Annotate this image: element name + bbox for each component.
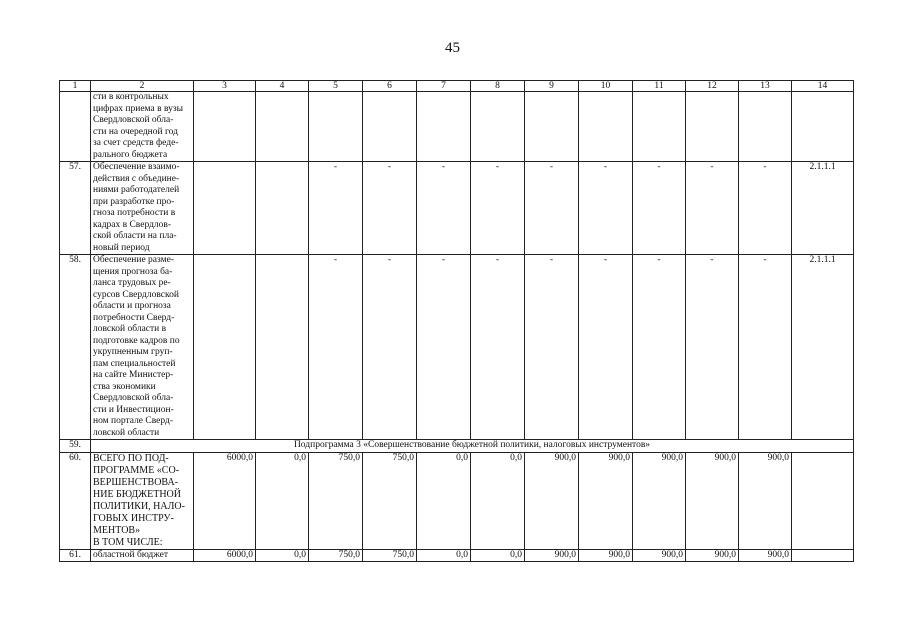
- name-line: ниями работодателей: [93, 185, 180, 195]
- subprogram-title: Подпрограмма 3 «Совершенствование бюджетной политики, налоговых инструментов»: [91, 440, 854, 453]
- value-cell: 900,0: [633, 452, 686, 549]
- name-line: ном портале Сверд-: [93, 416, 174, 426]
- value-cell: [194, 162, 256, 255]
- column-header: 3: [194, 81, 256, 92]
- value-cell: 900,0: [525, 452, 579, 549]
- column-header: 12: [686, 81, 739, 92]
- value-cell: [579, 92, 633, 162]
- dash-cell: -: [739, 162, 792, 255]
- dash-cell: -: [525, 162, 579, 255]
- name-line: ВСЕГО ПО ПОД-: [93, 452, 169, 464]
- row-name-cell: [91, 549, 194, 562]
- row-number-cell: [60, 92, 91, 162]
- target-code-cell: 2.1.1.1: [792, 162, 854, 255]
- value-cell: 0,0: [471, 549, 525, 562]
- dash-cell: -: [686, 255, 739, 440]
- column-header: 10: [579, 81, 633, 92]
- row-number-cell: 58.: [60, 255, 91, 440]
- name-line: ПРОГРАММЕ «СО-: [93, 464, 180, 476]
- name-line: кадрах в Свердлов-: [93, 219, 172, 230]
- name-line: действия с объедине-: [93, 173, 180, 184]
- value-cell: 750,0: [309, 452, 363, 549]
- value-cell: 750,0: [309, 549, 363, 562]
- name-line: сти на очередной год: [93, 126, 178, 137]
- value-cell: [471, 92, 525, 162]
- value-cell: [792, 92, 854, 162]
- name-line: новый период: [93, 242, 150, 253]
- row-name-cell: [91, 162, 194, 255]
- name-line: НИЕ БЮДЖЕТНОЙ: [93, 488, 181, 500]
- name-line: гноза потребности в: [93, 208, 176, 218]
- value-cell: 900,0: [579, 549, 633, 562]
- dash-cell: -: [633, 255, 686, 440]
- column-header: 11: [633, 81, 686, 92]
- dash-cell: -: [579, 162, 633, 255]
- dash-cell: -: [363, 162, 417, 255]
- row-number-cell: 57.: [60, 162, 91, 255]
- row-number-cell: 60.: [60, 452, 91, 549]
- name-line: цифрах приема в вузы: [93, 103, 183, 114]
- value-cell: [633, 92, 686, 162]
- value-cell: 900,0: [739, 549, 792, 562]
- value-cell: [363, 92, 417, 162]
- name-line: ловской области в: [93, 324, 167, 334]
- name-line: МЕНТОВ»: [93, 524, 141, 536]
- name-line: Свердловской обла-: [93, 115, 174, 125]
- column-header: 13: [739, 81, 792, 92]
- value-cell: 900,0: [579, 452, 633, 549]
- value-cell: [309, 92, 363, 162]
- value-cell: 750,0: [363, 452, 417, 549]
- dash-cell: -: [739, 255, 792, 440]
- value-cell: 900,0: [739, 452, 792, 549]
- name-line: за счет средств феде-: [93, 138, 179, 148]
- column-header: 5: [309, 81, 363, 92]
- name-line: сти и Инвестицион-: [93, 404, 174, 415]
- name-line: укрупненным груп-: [93, 347, 173, 357]
- column-header: 7: [417, 81, 471, 92]
- dash-cell: -: [417, 162, 471, 255]
- dash-cell: -: [309, 255, 363, 440]
- value-cell: 900,0: [686, 452, 739, 549]
- value-cell: [686, 92, 739, 162]
- value-cell: 6000,0: [194, 452, 256, 549]
- name-line: В ТОМ ЧИСЛЕ:: [93, 536, 163, 548]
- name-line: ВЕРШЕНСТВОВА-: [93, 476, 179, 488]
- value-cell: [417, 92, 471, 162]
- name-line: потребности Сверд-: [93, 312, 175, 323]
- name-line: областной бюджет: [93, 549, 169, 560]
- column-header: 14: [792, 81, 854, 92]
- dash-cell: -: [633, 162, 686, 255]
- name-line: сурсов Свердловской: [93, 289, 179, 300]
- name-line: ства экономики: [93, 381, 156, 392]
- name-line: области и прогноза: [93, 301, 171, 311]
- table-row: [60, 162, 854, 255]
- row-number-cell: 59.: [60, 440, 91, 453]
- name-line: щения прогноза ба-: [93, 266, 173, 277]
- column-header: 1: [60, 81, 91, 92]
- value-cell: 6000,0: [194, 549, 256, 562]
- value-cell: [256, 162, 309, 255]
- name-line: сти в контрольных: [93, 92, 169, 102]
- header-row: [60, 81, 854, 92]
- target-code-cell: [792, 549, 854, 562]
- table-row: [60, 440, 854, 453]
- name-line: ПОЛИТИКИ, НАЛО-: [93, 500, 185, 512]
- column-header: 6: [363, 81, 417, 92]
- dash-cell: -: [363, 255, 417, 440]
- name-line: подготовке кадров по: [93, 335, 180, 346]
- row-name-cell: [91, 452, 194, 549]
- value-cell: [525, 92, 579, 162]
- value-cell: [739, 92, 792, 162]
- dash-cell: -: [417, 255, 471, 440]
- dash-cell: -: [686, 162, 739, 255]
- name-line: ГОВЫХ ИНСТРУ-: [93, 512, 174, 524]
- value-cell: 900,0: [525, 549, 579, 562]
- value-cell: 0,0: [417, 452, 471, 549]
- dash-cell: -: [579, 255, 633, 440]
- row-number-cell: 61.: [60, 549, 91, 562]
- name-line: пам специальностей: [93, 358, 176, 369]
- name-line: на сайте Министер-: [93, 370, 174, 380]
- table-row: [60, 255, 854, 440]
- dash-cell: -: [471, 255, 525, 440]
- column-header: 4: [256, 81, 309, 92]
- target-code-cell: 2.1.1.1: [792, 255, 854, 440]
- budget-table: [59, 80, 854, 562]
- name-line: при разработке про-: [93, 196, 175, 207]
- column-header: 2: [91, 81, 194, 92]
- row-name-cell: [91, 92, 194, 162]
- table-row: [60, 549, 854, 562]
- value-cell: 0,0: [256, 452, 309, 549]
- table-row: [60, 92, 854, 162]
- target-code-cell: [792, 452, 854, 549]
- table-row: [60, 452, 854, 549]
- dash-cell: -: [309, 162, 363, 255]
- value-cell: 0,0: [417, 549, 471, 562]
- value-cell: [194, 255, 256, 440]
- value-cell: [256, 255, 309, 440]
- name-line: Обеспечение разме-: [93, 255, 175, 265]
- column-header: 9: [525, 81, 579, 92]
- name-line: ской области на пла-: [93, 231, 177, 241]
- value-cell: 0,0: [471, 452, 525, 549]
- dash-cell: -: [525, 255, 579, 440]
- column-header: 8: [471, 81, 525, 92]
- value-cell: 0,0: [256, 549, 309, 562]
- name-line: ловской области: [93, 427, 160, 438]
- name-line: ланса трудовых ре-: [93, 278, 171, 288]
- value-cell: 900,0: [633, 549, 686, 562]
- value-cell: 750,0: [363, 549, 417, 562]
- name-line: рального бюджета: [93, 149, 168, 160]
- value-cell: [194, 92, 256, 162]
- name-line: Обеспечение взаимо-: [93, 162, 180, 172]
- name-line: Свердловской обла-: [93, 393, 174, 403]
- value-cell: [256, 92, 309, 162]
- value-cell: 900,0: [686, 549, 739, 562]
- dash-cell: -: [471, 162, 525, 255]
- row-name-cell: [91, 255, 194, 440]
- page-number: 45: [445, 40, 460, 56]
